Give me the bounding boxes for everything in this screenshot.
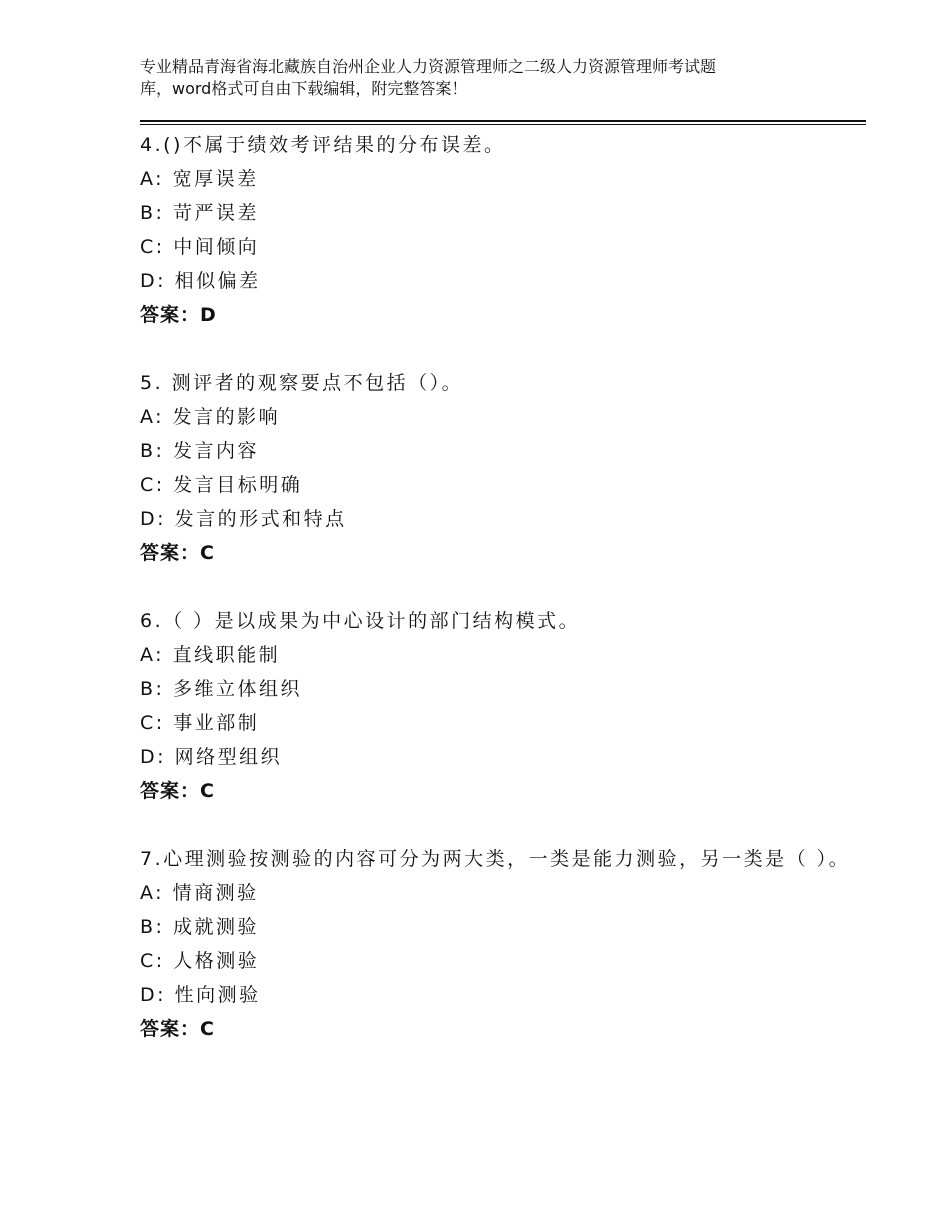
- answer-label: 答案：: [140, 780, 201, 802]
- header-line-1: 专业精品青海省海北藏族自治州企业人力资源管理师之二级人力资源管理师考试题: [140, 57, 717, 76]
- question-stem: 7.心理测验按测验的内容可分为两大类，一类是能力测验，另一类是（ ）。: [140, 848, 851, 870]
- option-d: D: 性向测验: [140, 984, 261, 1006]
- option-a: A: 情商测验: [140, 882, 259, 904]
- answer-label: 答案：: [140, 304, 201, 326]
- option-b: B: 苛严误差: [140, 202, 259, 224]
- answer-value: C: [200, 780, 214, 802]
- question-stem: 5. 测评者的观察要点不包括（）。: [140, 372, 464, 394]
- option-c: C: 事业部制: [140, 712, 260, 734]
- answer-line: [140, 774, 860, 808]
- option-a: A: 发言的影响: [140, 406, 281, 428]
- answer-label: 答案：: [140, 542, 201, 564]
- option-d: D: 发言的形式和特点: [140, 508, 347, 530]
- question-4: [140, 128, 860, 332]
- answer-line: [140, 298, 860, 332]
- answer-value: C: [200, 542, 214, 564]
- document-header: [140, 56, 840, 100]
- option-d: D: 相似偏差: [140, 270, 261, 292]
- question-stem: 4.()不属于绩效考评结果的分布误差。: [140, 134, 506, 156]
- answer-label: 答案：: [140, 1018, 201, 1040]
- option-a: A: 宽厚误差: [140, 168, 259, 190]
- question-7: [140, 842, 860, 1046]
- option-c: C: 人格测验: [140, 950, 260, 972]
- option-b: B: 多维立体组织: [140, 678, 302, 700]
- header-divider-thin: [140, 124, 866, 125]
- option-c: C: 中间倾向: [140, 236, 260, 258]
- option-c: C: 发言目标明确: [140, 474, 303, 496]
- answer-line: [140, 1012, 860, 1046]
- answer-value: C: [200, 1018, 214, 1040]
- option-a: A: 直线职能制: [140, 644, 281, 666]
- header-divider-thick: [140, 120, 866, 122]
- option-d: D: 网络型组织: [140, 746, 283, 768]
- header-line-2: 库，word格式可自由下载编辑，附完整答案！: [140, 79, 468, 98]
- option-b: B: 成就测验: [140, 916, 259, 938]
- question-5: [140, 366, 860, 570]
- question-stem: 6.（ ）是以成果为中心设计的部门结构模式。: [140, 610, 581, 632]
- option-b: B: 发言内容: [140, 440, 259, 462]
- question-list: [140, 128, 860, 1080]
- question-6: [140, 604, 860, 808]
- answer-line: [140, 536, 860, 570]
- answer-value: D: [200, 304, 216, 326]
